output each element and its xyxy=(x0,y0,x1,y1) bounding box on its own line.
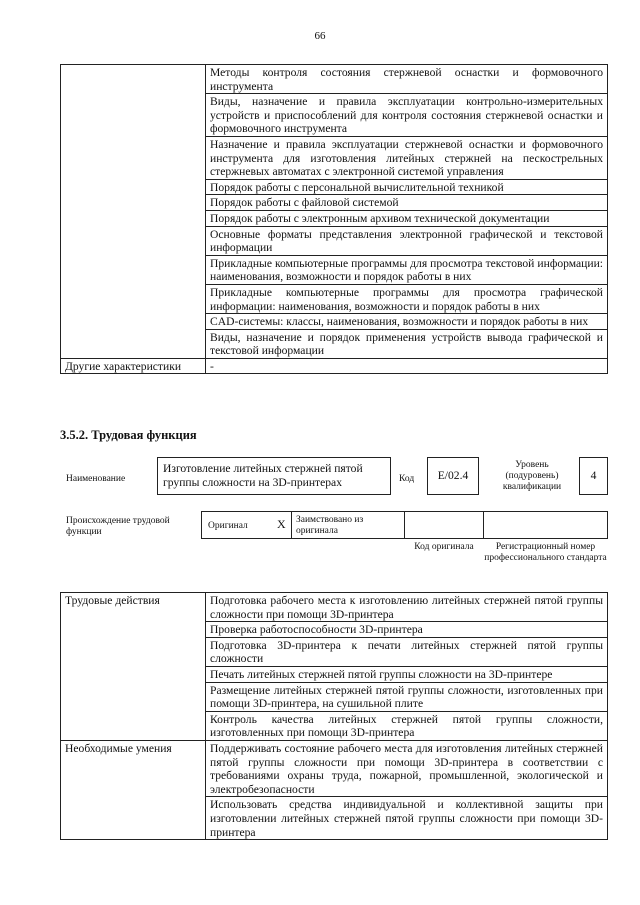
knowledge-item: Порядок работы с электронным архивом технической документации xyxy=(206,210,608,226)
action-item: Контроль качества литейных стержней пятой группы сложности, изготовленных при помощи 3D-принтера xyxy=(206,711,608,740)
table-row xyxy=(61,65,608,94)
other-characteristics-value: - xyxy=(206,358,608,374)
action-item: Проверка работоспособности 3D-принтера xyxy=(206,622,608,638)
level-value: 4 xyxy=(590,469,597,482)
original-code-caption: Код оригинала xyxy=(414,542,474,552)
function-name-value: Изготовление литейных стержней пятой группы сложности на 3D-принтерах xyxy=(163,462,363,489)
table-row xyxy=(61,593,608,622)
knowledge-table xyxy=(60,64,608,374)
original-code-box xyxy=(404,511,484,539)
skills-label: Необходимые умения xyxy=(61,740,206,839)
action-item: Печать литейных стержней пятой группы сложности на 3D-принтере xyxy=(206,666,608,682)
skill-item: Использовать средства индивидуальной и коллективной защиты при изготовлении литейных стержней пятой группы сложности при помощи 3D-принтера xyxy=(206,797,608,840)
reg-number-caption: Регистрационный номер профессионального стандарта xyxy=(484,542,607,563)
table-row xyxy=(61,740,608,796)
original-box xyxy=(201,511,292,539)
knowledge-item: Порядок работы с персональной вычислительной техникой xyxy=(206,179,608,195)
knowledge-item: Прикладные компьютерные программы для просмотра графической информации: наименования, возможности и порядок работы в них xyxy=(206,284,608,313)
actions-label: Трудовые действия xyxy=(61,593,206,741)
action-item: Подготовка рабочего места к изготовлению литейных стержней пятой группы сложности при помощи 3D-принтера xyxy=(206,593,608,622)
function-name-box xyxy=(157,457,391,495)
level-box xyxy=(579,457,608,495)
action-item: Размещение литейных стержней пятой группы сложности, изготовленных при помощи 3D-принтера, на сушильной плите xyxy=(206,682,608,711)
code-value: E/02.4 xyxy=(437,469,469,482)
name-label: Наименование xyxy=(66,474,126,484)
knowledge-item: Методы контроля состояния стержневой оснастки и формовочного инструмента xyxy=(206,65,608,94)
knowledge-item: Основные форматы представления электронной графической и текстовой информации xyxy=(206,226,608,255)
code-box xyxy=(427,457,479,495)
other-characteristics-label: Другие характеристики xyxy=(61,358,206,374)
level-label: Уровень (подуровень) квалификации xyxy=(502,460,562,492)
knowledge-item: Виды, назначение и порядок применения устройств вывода графической и текстовой информации xyxy=(206,329,608,358)
skill-item: Поддерживать состояние рабочего места для изготовления литейных стержней пятой группы сложности при помощи 3D-принтера в соответствии с требованиями охраны труда, пожарной, промышленной, экологической и электробезопасности xyxy=(206,740,608,796)
table-row xyxy=(61,358,608,374)
page-number: 66 xyxy=(314,30,326,42)
action-item: Подготовка 3D-принтера к печати литейных стержней пятой группы сложности xyxy=(206,637,608,666)
empty-label-cell xyxy=(61,65,206,359)
original-label: Оригинал xyxy=(208,521,248,531)
work-table xyxy=(60,592,608,840)
code-label: Код xyxy=(399,474,415,484)
knowledge-item: Прикладные компьютерные программы для просмотра текстовой информации: наименования, возможности и порядок работы в них xyxy=(206,255,608,284)
borrowed-box xyxy=(291,511,405,539)
section-heading: 3.5.2. Трудовая функция xyxy=(60,428,197,442)
knowledge-item: CAD-системы: классы, наименования, возможности и порядок работы в них xyxy=(206,314,608,330)
reg-number-box xyxy=(483,511,608,539)
original-mark: X xyxy=(277,517,286,531)
knowledge-item: Виды, назначение и правила эксплуатации контрольно-измерительных устройств и приспособлений для контроля состояния стержневой оснастки и формовочного инструмента xyxy=(206,94,608,137)
origin-label: Происхождение трудовой функции xyxy=(66,516,170,537)
borrowed-label: Заимствовано из оригинала xyxy=(296,515,364,536)
knowledge-item: Порядок работы с файловой системой xyxy=(206,195,608,211)
knowledge-item: Назначение и правила эксплуатации стержневой оснастки и формовочного инструмента для изготовления литейных стержней на пескострельных стержневых автоматах с электронной системой управления xyxy=(206,136,608,179)
